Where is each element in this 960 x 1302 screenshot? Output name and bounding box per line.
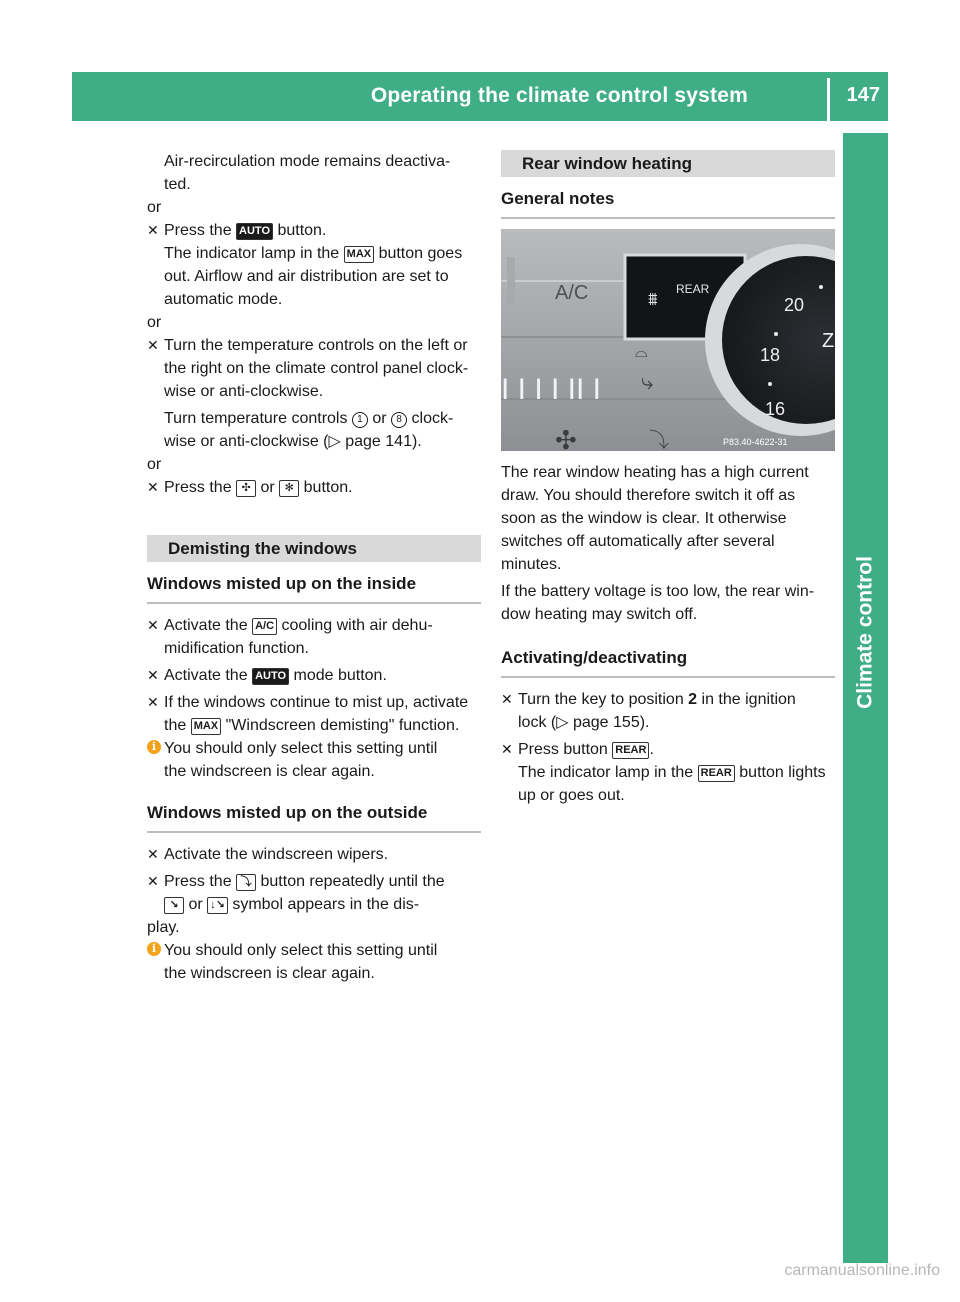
dial-tick — [819, 285, 823, 289]
photo-rear-label: REAR — [676, 282, 710, 296]
arrow-icon: ✕ — [501, 741, 513, 757]
ac-button-symbol: A/C — [252, 618, 277, 635]
dial-tick — [774, 332, 778, 336]
photo-ac-label: A/C — [555, 282, 589, 304]
subheading: Windows misted up on the inside — [147, 572, 481, 604]
dial-label-16: 16 — [765, 399, 786, 419]
or-label: or — [147, 314, 162, 331]
dial-label-18: 18 — [760, 345, 781, 365]
airflow-symbol: ↓↘ — [207, 897, 228, 914]
callout-number: 8 — [391, 412, 407, 428]
instruction-item: ✕ Press button REAR . The indicator lamp in the REAR button lights up or goes out. — [501, 738, 835, 807]
subheading: General notes — [501, 187, 835, 219]
arrow-icon: ✕ — [147, 694, 159, 710]
control-panel-photo — [501, 229, 835, 451]
fan-down-button-symbol: ✻ — [279, 480, 299, 497]
or-label: or — [147, 456, 162, 473]
watermark: carmanualsonline.info — [784, 1262, 940, 1279]
info-note: i You should only select this setting until the windscreen is clear again. — [147, 737, 481, 783]
page-number: 147 — [846, 84, 880, 106]
temperature-bar-icon: I I I I II I — [501, 373, 602, 406]
header-divider — [827, 78, 830, 121]
instruction-item: ✕ Activate the AUTO mode button. — [147, 664, 481, 687]
instruction-item: ✕ Press the AUTO button. The indicator lamp in the MAX button goes out. Airflow and air distribution are set to automatic mode. — [147, 219, 481, 311]
arrow-icon: ✕ — [147, 479, 159, 495]
air-distribution-button-symbol: ⤵ — [236, 874, 256, 891]
windscreen-defrost-icon: ⌓ — [635, 342, 648, 361]
callout-number: 1 — [352, 412, 368, 428]
section-heading: Rear window heating — [501, 150, 835, 177]
fan-up-button-symbol: ✣ — [236, 480, 256, 497]
control-panel-illustration — [501, 229, 835, 451]
instruction-item: ✕ Activate the windscreen wipers. — [147, 843, 481, 866]
subheading: Windows misted up on the outside — [147, 801, 481, 833]
page-header — [72, 72, 888, 121]
instruction-item: ✕ Turn the key to position 2 in the ignition lock (▷ page 155). — [501, 688, 835, 734]
or-label: or — [147, 199, 162, 216]
instruction-item: ✕ Press the ✣ or ✻ button. — [147, 476, 481, 499]
section-heading: Demisting the windows — [147, 535, 481, 562]
air-distribution-icon: ⤷ — [641, 370, 654, 395]
paragraph: ted. — [164, 176, 191, 193]
right-column: Rear window heating General notes A/C REAR ⩩ ⌓ ⤷ I I I I II I ✣ ⤵ 20 18 16 Z P83.40-4622-31 The rear window heating has a high current draw. You should therefore switch it off as soon as the window is clear. It otherwise switches off automatically after several minutes. If the battery voltage is too low, the rear win- dow heating may switch off. Activating/deactivating ✕ Turn the key to position 2 in the ignition lock (▷ page 155). ✕ Press button REAR . The indicator lamp in the REAR button lights up or goes out. — [501, 150, 835, 807]
info-note: i You should only select this setting until the windscreen is clear again. — [147, 939, 481, 985]
subheading: Activating/deactivating — [501, 646, 835, 678]
instruction-item: ✕ Turn the temperature controls on the left or the right on the climate control panel clock- wise or anti-clockwise. Turn temperature controls 1 or 8 clock- wise or anti-clockwise (▷ page 141). — [147, 334, 481, 453]
arrow-icon: ✕ — [147, 667, 159, 683]
footwell-icon: ⤵ — [649, 428, 669, 451]
instruction-item: ✕ Activate the A/C cooling with air dehu- midification function. — [147, 614, 481, 660]
info-icon: i — [147, 740, 161, 754]
page-title: Operating the climate control system — [370, 84, 748, 107]
rear-window-heater-button-symbol: REAR — [698, 765, 735, 782]
instruction-item: ✕ If the windows continue to mist up, activate the MAX "Windscreen demisting" function. — [147, 691, 481, 737]
max-defrost-button-symbol: MAX — [344, 246, 374, 263]
rear-window-heater-button-symbol: REAR — [612, 742, 649, 759]
arrow-icon: ✕ — [501, 691, 513, 707]
chapter-tab-label: Climate control — [853, 556, 877, 709]
arrow-icon: ✕ — [147, 222, 159, 238]
dial-tick — [768, 382, 772, 386]
photo-reference: P83.40-4622-31 — [723, 437, 788, 447]
paragraph: Air-recirculation mode remains deactiva- — [164, 153, 451, 170]
fan-icon: ✣ — [555, 426, 577, 451]
auto-button-symbol: AUTO — [236, 223, 273, 240]
instruction-item: ✕ Press the ⤵ button repeatedly until the ↘ or ↓↘ symbol appears in the dis- — [147, 870, 481, 916]
left-column: Air-recirculation mode remains deactiva- ted. or ✕ Press the AUTO button. The indicator lamp in the MAX button goes out. Airflow and air distribution are set to automatic mode. or ✕ Turn the temperature controls on the left or the right on the climate control panel clock- wise or anti-clockwise. Turn temperature controls 1 or 8 clock- wise or anti-clockwise (▷ page 141). or ✕ Press the ✣ or ✻ button. Demisting the windows Windows misted up on the inside ✕ Activate the A/C cooling with air dehu- midification function. ✕ Activate the AUTO mode button. ✕ If the windows continue to mist up, activate the MAX "Windscreen demisting" function. i You should only select this setting until the windscreen is clear again. Windows misted up on the outside ✕ Activate the windscreen wipers. ✕ Press the ⤵ button repeatedly until the ↘ or ↓↘ symbol appears in the dis- play. i You should only select this setting until the windscreen is clear again. — [147, 150, 481, 985]
airflow-symbol: ↘ — [164, 897, 184, 914]
arrow-icon: ✕ — [147, 873, 159, 889]
max-defrost-button-symbol: MAX — [191, 718, 221, 735]
dial-label-20: 20 — [784, 295, 805, 315]
rear-window-heater-icon: ⩩ — [648, 289, 658, 310]
chapter-tab — [843, 133, 888, 1263]
arrow-icon: ✕ — [147, 846, 159, 862]
arrow-icon: ✕ — [147, 617, 159, 633]
info-icon: i — [147, 942, 161, 956]
dial-label-z: Z — [822, 330, 835, 352]
arrow-icon: ✕ — [147, 337, 159, 353]
auto-button-symbol: AUTO — [252, 668, 289, 685]
